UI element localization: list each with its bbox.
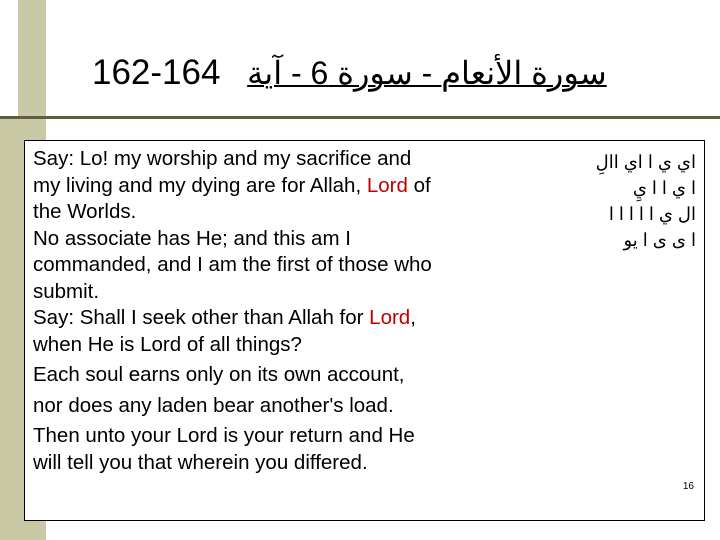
title-surah-name: سورة الأنعام - سورة 6 - آية <box>247 55 607 91</box>
arabic-text <box>506 149 696 253</box>
highlighted-word: Lord <box>369 306 411 329</box>
title-underline-rule <box>0 116 720 119</box>
arabic-line: ال ي ا ا ا ا ا <box>608 204 696 224</box>
english-translation <box>33 146 503 476</box>
english-text: Say: Shall I seek other than Allah for <box>33 306 370 329</box>
english-line: No associate has He; and this am I <box>33 226 351 250</box>
english-line: Then unto your Lord is your return and He <box>33 424 415 447</box>
left-bar-top-notch <box>0 0 18 116</box>
english-text: of <box>407 173 431 197</box>
english-line: Each soul earns only on its own account, <box>33 363 405 386</box>
english-line: Say: Lo! my worship and my sacrifice and <box>33 147 412 170</box>
english-line: when He is Lord of all things? <box>33 332 302 356</box>
english-line <box>33 305 503 332</box>
english-line: commanded, and I am the first of those who <box>33 253 432 276</box>
english-line: nor does any laden bear another's load. <box>33 393 394 417</box>
arabic-line: ا ي ا ا يِ <box>632 178 696 198</box>
arabic-line: ا ى ى ا يو <box>623 230 696 250</box>
english-text: my living and my dying are for Allah, <box>33 173 367 197</box>
english-line: submit. <box>33 279 100 303</box>
arabic-line: اي ي ا اي االِ <box>595 152 696 172</box>
highlighted-word: Lord <box>366 173 408 197</box>
content-panel <box>24 140 705 521</box>
english-line: will tell you that wherein you differed. <box>33 450 368 474</box>
english-line: the Worlds. <box>33 200 137 223</box>
page-number: 16 <box>682 481 694 492</box>
english-line <box>33 173 503 200</box>
english-text: , <box>410 306 416 329</box>
slide-title <box>92 40 692 106</box>
title-verse-range: 162-164 <box>92 53 221 92</box>
